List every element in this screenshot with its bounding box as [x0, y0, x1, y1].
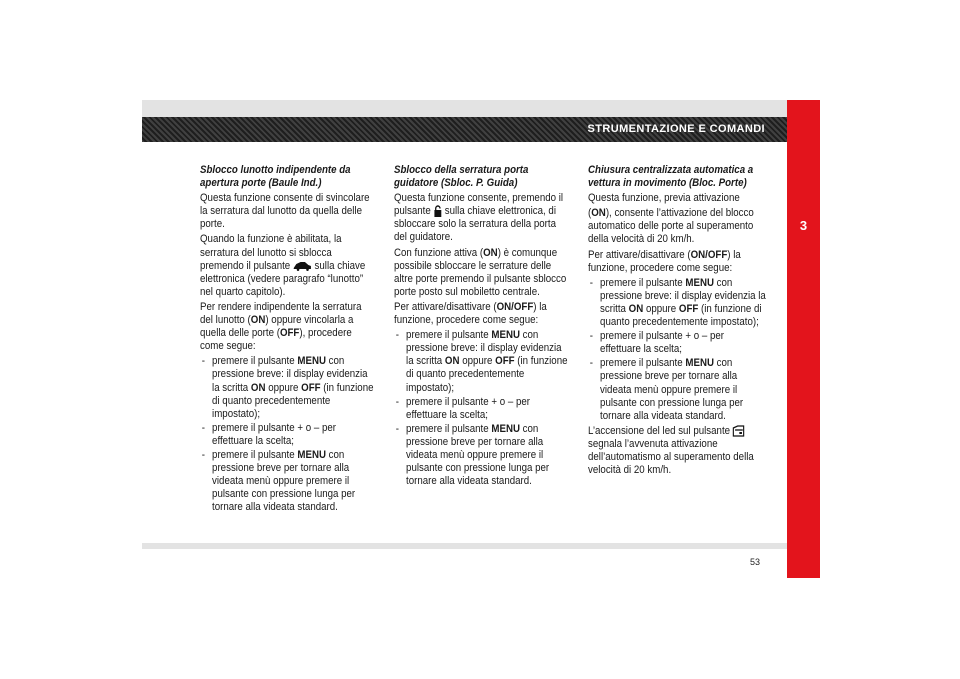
- text: (: [588, 207, 592, 220]
- top-gray-rule: [142, 100, 787, 117]
- text: segnala l’avvenuta attivazione dell’automatismo al superamento della velocità di 20 km/h.: [588, 437, 754, 477]
- text: ), consente l’attivazione del blocco automatico delle porte al superamento della velocità di 20 km/h.: [588, 207, 754, 246]
- step-item: - premere il pulsante MENU con pressione breve per tornare alla videata menù oppure premere il pulsante con pressione lunga per tornare alla videata standard.: [394, 423, 570, 488]
- text: Per rendere indipendente la serratura del lunotto (: [200, 300, 362, 327]
- chapter-number: 3: [799, 218, 808, 233]
- paragraph: [588, 207, 767, 246]
- page-number: 53: [749, 557, 760, 567]
- text: ) la funzione, procedere come segue:: [394, 300, 547, 327]
- text: sulla chiave elettronica (vedere paragrafo “lunotto” nel quarto capitolo).: [200, 259, 366, 298]
- bottom-gray-rule: [142, 543, 787, 549]
- paragraph: [394, 192, 570, 244]
- heading-auto-door-lock: Chiusura centralizzata automatica a vettura in movimento (Bloc. Porte): [588, 164, 754, 190]
- text: sulla chiave elettronica, di sbloccare solo la serratura della porta del guidatore.: [394, 205, 557, 244]
- text: Quando la funzione è abilitata, la serratura del lunotto si sblocca premendo il pulsante: [200, 233, 342, 272]
- chapter-tab: [787, 100, 820, 578]
- text: Questa funzione consente, premendo il pulsante: [394, 192, 564, 218]
- on-label: ON: [250, 314, 266, 327]
- text: Con funzione attiva (: [394, 246, 484, 259]
- paragraph: Questa funzione, previa attivazione: [588, 192, 740, 205]
- padlock-icon: [433, 205, 442, 217]
- text: ) oppure vincolarla a quella delle porte (: [200, 314, 354, 340]
- on-off-label: ON/OFF: [496, 300, 534, 313]
- paragraph: Questa funzione consente di svincolare la serratura dal lunotto da quella delle porte.: [200, 192, 370, 231]
- text: Per attivare/disattivare (: [394, 300, 497, 313]
- door-lock-icon: [733, 425, 745, 437]
- step-item: - premere il pulsante MENU con pressione breve per tornare alla videata menù oppure premere il pulsante con pressione lunga per tornare alla videata standard.: [588, 357, 767, 422]
- step-item: - premere il pulsante MENU con pressione breve: il display evidenzia la scritta ON oppure OFF (in funzione di quanto precedentemente impostato);: [394, 329, 570, 394]
- column-trunk-unlock: [200, 164, 376, 516]
- step-item: - premere il pulsante MENU con pressione breve per tornare alla videata menù oppure premere il pulsante con pressione lunga per tornare alla videata standard.: [200, 449, 376, 514]
- paragraph: [200, 301, 376, 353]
- text: ), procedere come segue:: [200, 327, 352, 353]
- column-auto-door-lock: [588, 164, 767, 479]
- step-item: - premere il pulsante MENU con pressione breve: il display evidenzia la scritta ON oppure OFF (in funzione di quanto precedentemente impostato);: [588, 277, 767, 329]
- text: L’accensione del led sul pulsante: [588, 424, 731, 437]
- procedure-steps: [200, 355, 376, 514]
- car-trunk-icon: [293, 260, 312, 271]
- heading-trunk-unlock: Sblocco lunotto indipendente da apertura porte (Baule Ind.): [200, 164, 351, 190]
- on-label: ON: [483, 246, 498, 259]
- step-item: - premere il pulsante + o – per effettuare la scelta;: [394, 396, 570, 422]
- section-title: STRUMENTAZIONE E COMANDI: [587, 123, 765, 135]
- step-item: - premere il pulsante + o – per effettuare la scelta;: [200, 422, 376, 448]
- heading-driver-door-unlock: Sblocco della serratura porta guidatore (Sbloc. P. Guida): [394, 164, 529, 190]
- paragraph: [200, 233, 376, 298]
- text: Per attivare/disattivare (: [588, 248, 691, 261]
- on-label: ON: [591, 207, 606, 220]
- procedure-steps: [588, 277, 767, 423]
- text: ) è comunque possibile sbloccare le serrature delle altre porte premendo il pulsante sblocco porte posto sul mobiletto centrale.: [394, 246, 567, 298]
- step-item: - premere il pulsante + o – per effettuare la scelta;: [588, 330, 767, 356]
- on-off-label: ON/OFF: [690, 248, 728, 261]
- paragraph: [588, 249, 767, 275]
- paragraph: [394, 301, 570, 327]
- procedure-steps: [394, 329, 570, 488]
- off-label: OFF: [279, 327, 300, 340]
- text: ) la funzione, procedere come segue:: [588, 248, 741, 274]
- section-header-band: [142, 117, 787, 142]
- paragraph: [394, 247, 570, 299]
- column-driver-door-unlock: [394, 164, 570, 490]
- paragraph: [588, 425, 767, 477]
- step-item: - premere il pulsante MENU con pressione breve: il display evidenzia la scritta ON oppure OFF (in funzione di quanto precedentemente impostato);: [200, 355, 376, 420]
